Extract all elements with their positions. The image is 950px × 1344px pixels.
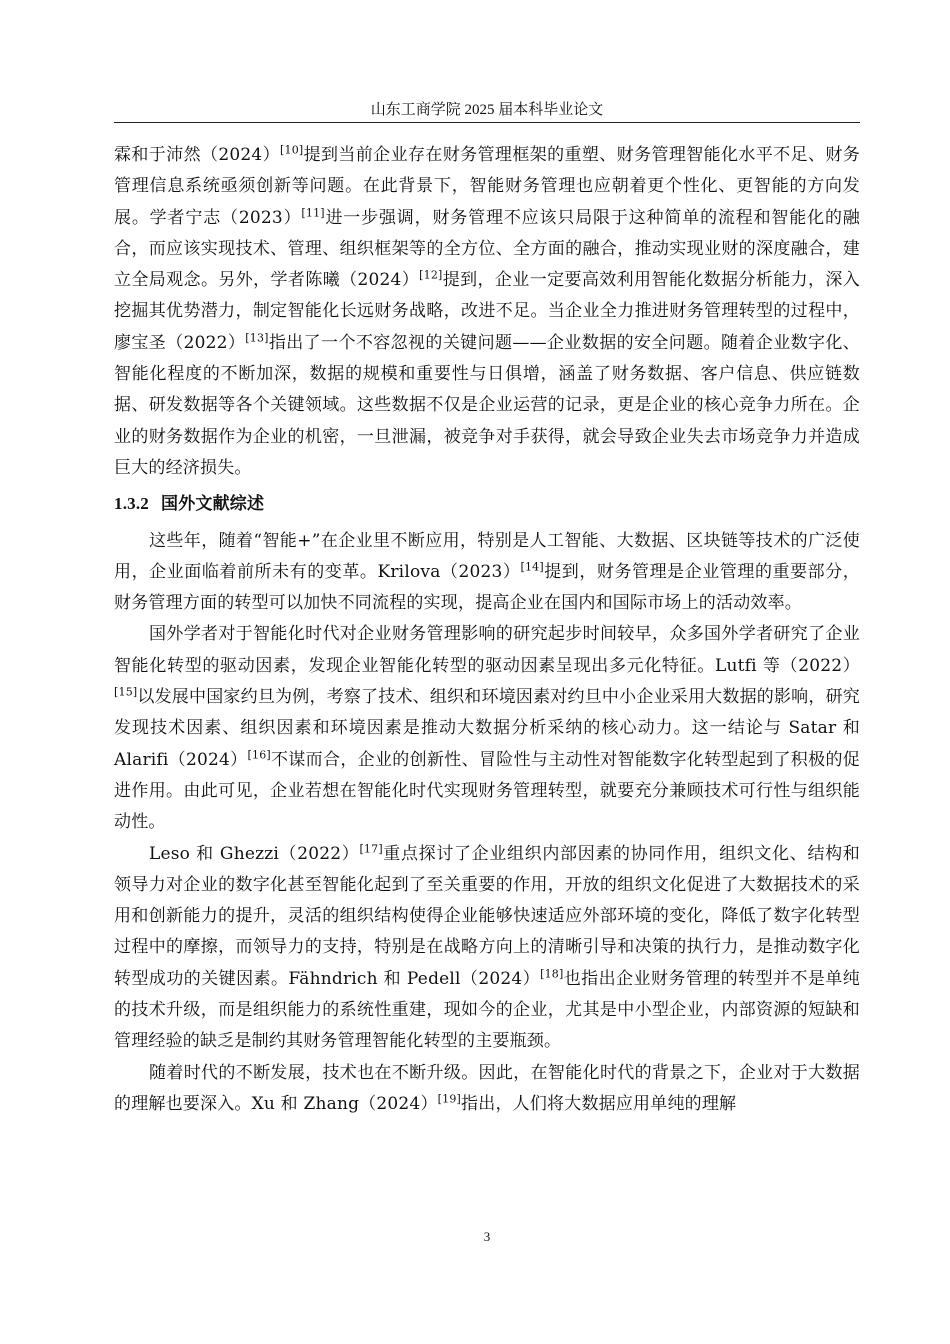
paragraph: Leso 和 Ghezzi（2022）[17]重点探讨了企业组织内部因素的协同作用，组织文化、结构和领导力对企业的数字化甚至智能化起到了至关重要的作用，开放的组织文化促进了大数据技术的采用和创新能力的提升，灵活的组织结构使得企业能够快速适应外部环境的变化，降低了数字化转型过程中的摩擦，而领导力的支持，特别是在战略方向上的清晰引导和决策的执行力，是推动数字化转型成功的关键因素。Fähndrich 和 Pedell（2024）[18]也指出企业财务管理的转型并不是单纯的技术升级，而是组织能力的系统性重建，现如今的企业，尤其是中小型企业，内部资源的短缺和管理经验的缺乏是制约其财务管理智能化转型的主要瓶颈。 xyxy=(114,841,860,1052)
citation-ref: [16] xyxy=(247,747,271,761)
header-divider xyxy=(114,122,860,123)
paragraph: 这些年，随着“智能+”在企业里不断应用，特别是人工智能、大数据、区块链等技术的广泛使用，企业面临着前所未有的变革。Krilova（2023）[14]提到，财务管理是企业管理的重要部分，财务管理方面的转型可以加快不同流程的实现，提高企业在国内和国际市场上的活动效率。 xyxy=(114,530,860,614)
paragraph: 国外学者对于智能化时代对企业财务管理影响的研究起步时间较早，众多国外学者研究了企业智能化转型的驱动因素，发现企业智能化转型的驱动因素呈现出多元化特征。Lutfi 等（2022）[15]以发展中国家约旦为例，考察了技术、组织和环境因素对约旦中小企业采用大数据的影响，研究发现技术因素、组织因素和环境因素是推动大数据分析采纳的核心动力。这一结论与 Satar 和 Alarifi（2024）[16]不谋而合，企业的创新性、冒险性与主动性对智能数字化转型起到了积极的促进作用。由此可见，企业若想在智能化时代实现财务管理转型，就要充分兼顾技术可行性与组织能动性。 xyxy=(114,624,866,833)
section-number: 1.3.2 xyxy=(114,494,149,514)
page-number: 3 xyxy=(483,1229,491,1244)
citation-ref: [11] xyxy=(301,205,325,219)
citation-ref: [14] xyxy=(520,560,544,574)
citation-ref: [12] xyxy=(419,268,443,282)
citation-ref: [15] xyxy=(114,685,138,699)
section-title: 国外文献综述 xyxy=(161,494,265,514)
paragraphs-before-section xyxy=(114,140,860,484)
running-header: 山东工商学院 2025 届本科毕业论文 xyxy=(370,102,604,118)
body-text xyxy=(114,140,866,1120)
citation-ref: [13] xyxy=(245,331,269,345)
citation-ref: [10] xyxy=(280,143,304,157)
paragraph: 霖和于沛然（2024）[10]提到当前企业存在财务管理框架的重塑、财务管理智能化水平不足、财务管理信息系统亟须创新等问题。在此背景下，智能财务管理也应朝着更个性化、更智能的方向发展。学者宁志（2023）[11]进一步强调，财务管理不应该只局限于这种简单的流程和智能化的融合，而应该实现技术、管理、组织框架等的全方位、全方面的融合，推动实现业财的深度融合，建立全局观念。另外，学者陈曦（2024）[12]提到，企业一定要高效利用智能化数据分析能力，深入挖掘其优势潜力，制定智能化长远财务战略，改进不足。当企业全力推进财务管理转型的过程中，廖宝圣（2022）[13]指出了一个不容忽视的关键问题——企业数据的安全问题。随着企业数字化、智能化程度的不断加深，数据的规模和重要性与日俱增，涵盖了财务数据、客户信息、供应链数据、研发数据等各个关键领域。这些数据不仅是企业运营的记录，更是企业的核心竞争力所在。企业的财务数据作为企业的机密，一旦泄漏，被竞争对手获得，就会导致企业失去市场竞争力并造成巨大的经济损失。 xyxy=(114,143,860,478)
citation-ref: [18] xyxy=(540,967,564,981)
paragraph: 随着时代的不断发展，技术也在不断升级。因此，在智能化时代的背景之下，企业对于大数据的理解也要深入。Xu 和 Zhang（2024）[19]指出，人们将大数据应用单纯的理解 xyxy=(114,1062,860,1114)
section-heading xyxy=(114,488,860,519)
citation-ref: [19] xyxy=(437,1092,462,1106)
citation-ref: [17] xyxy=(359,841,383,855)
paragraphs-after-section xyxy=(114,526,866,1121)
